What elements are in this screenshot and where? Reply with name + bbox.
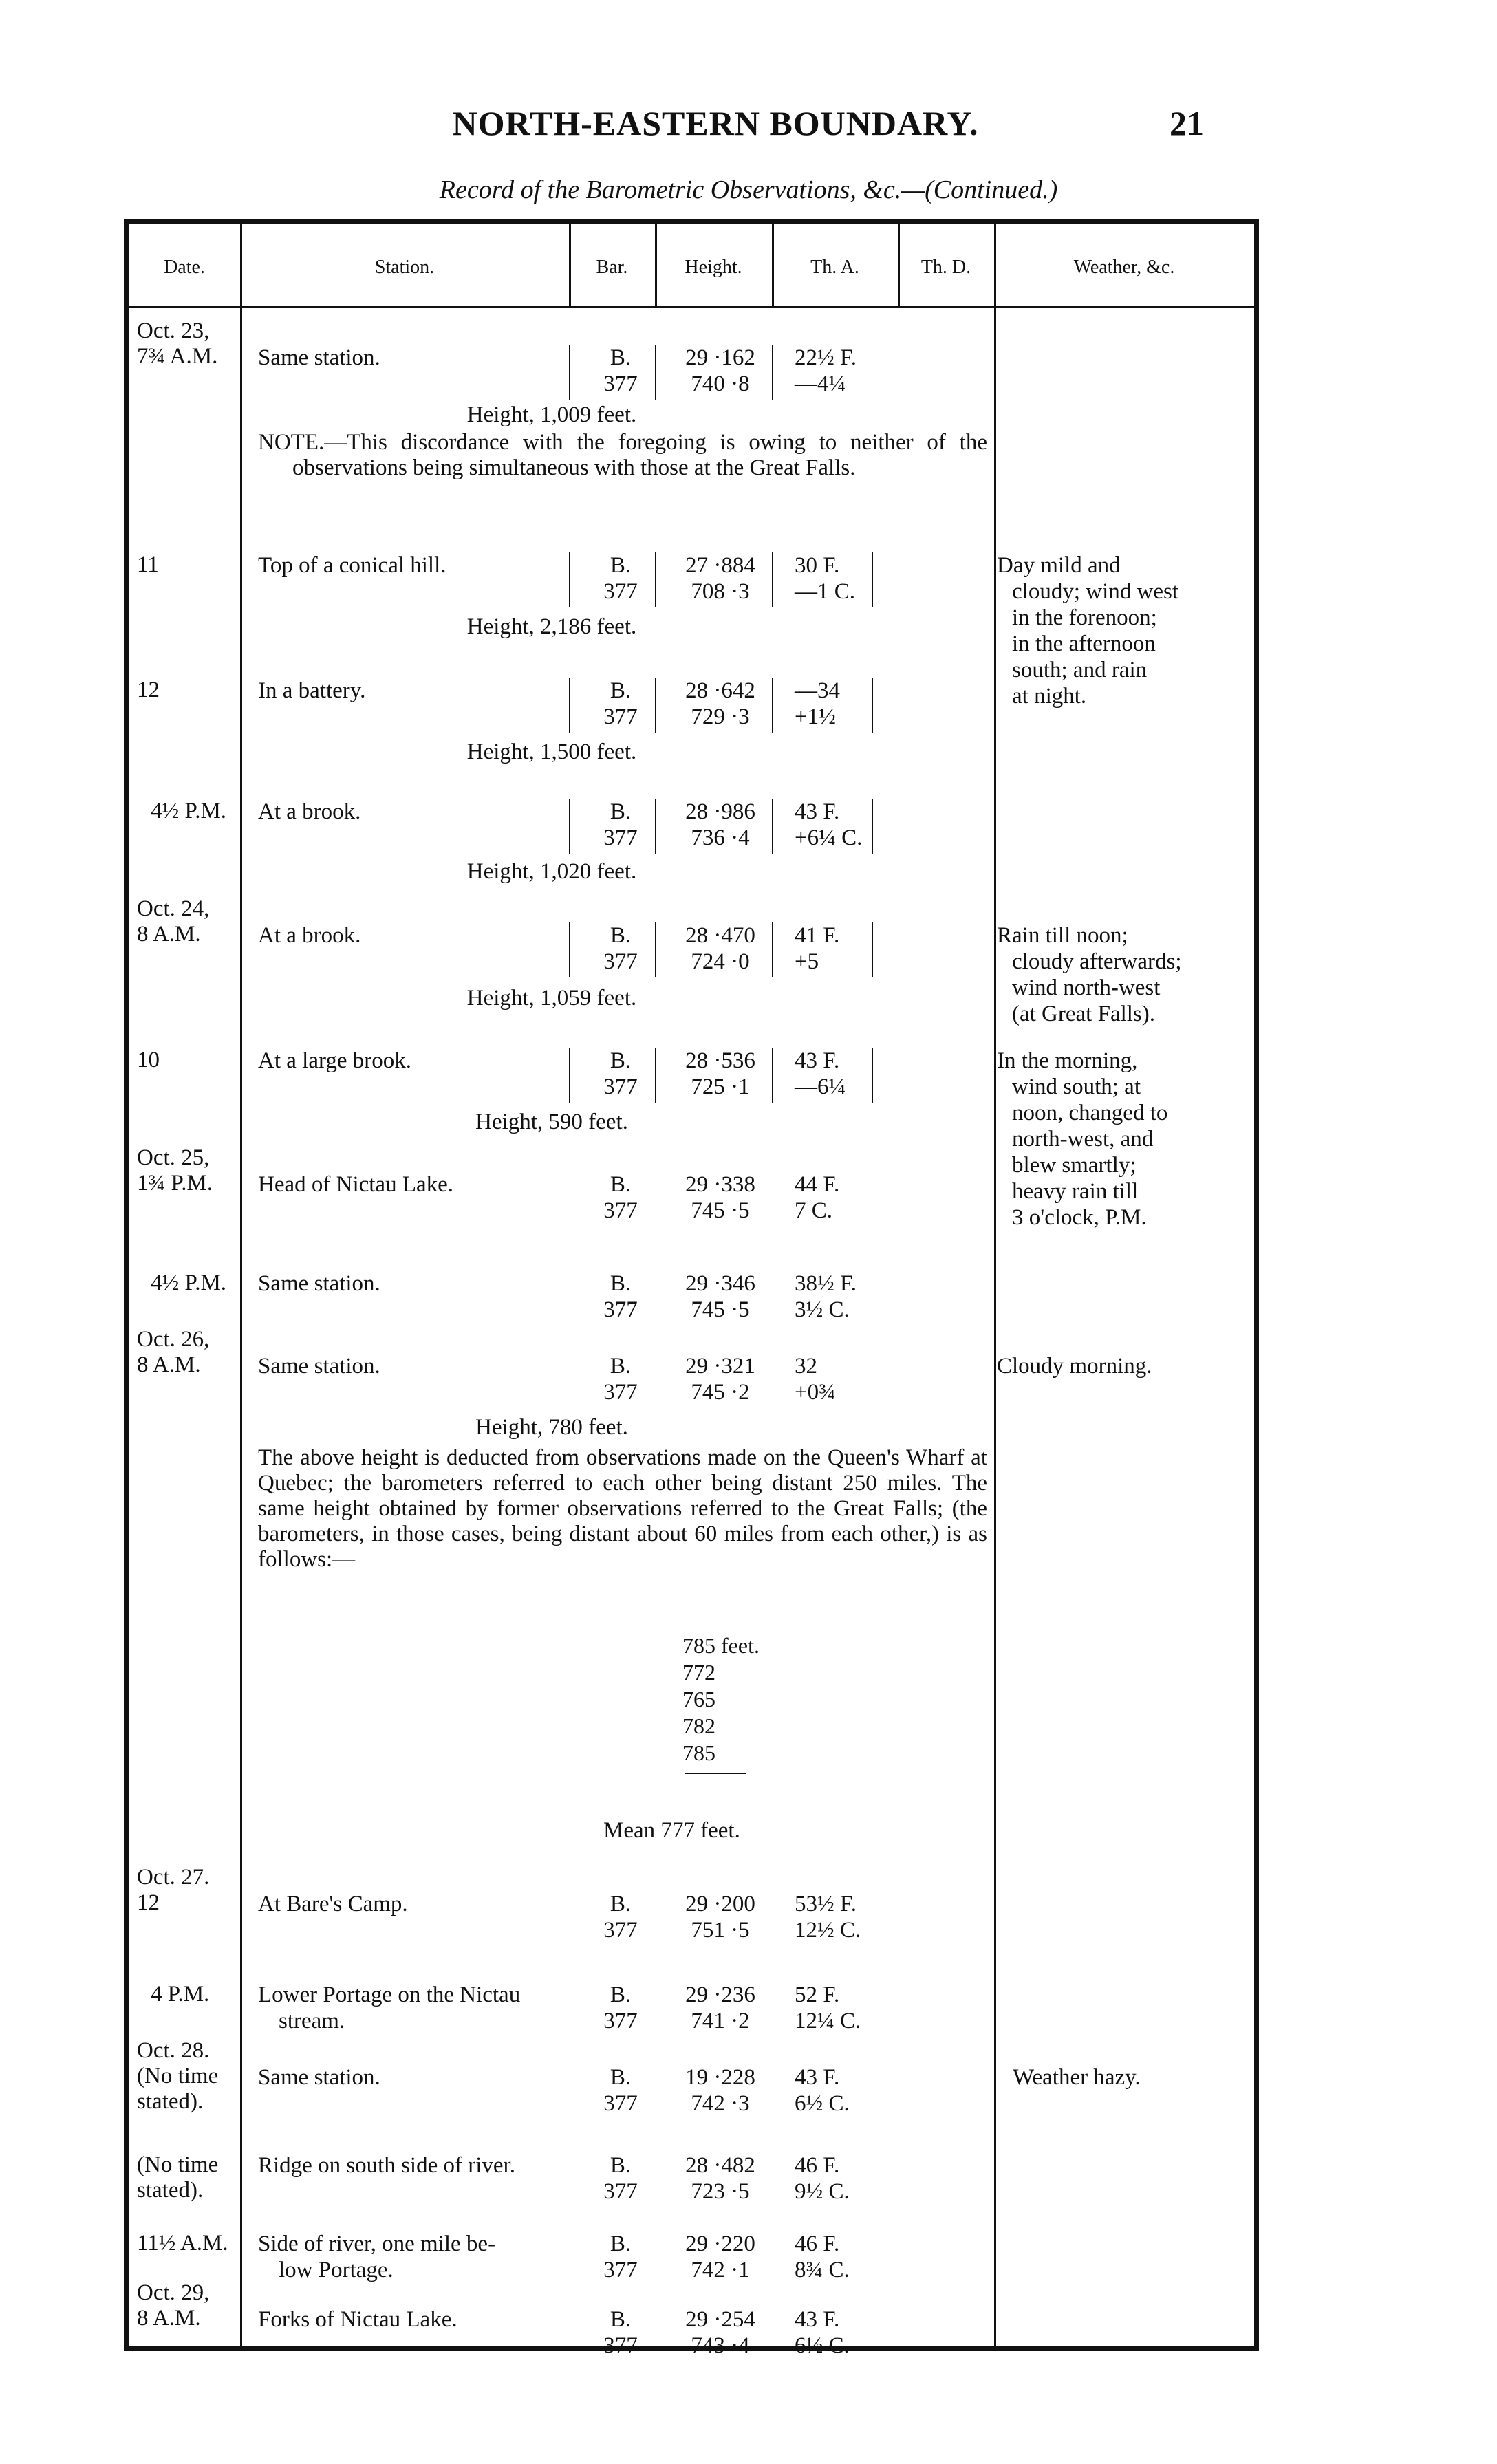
weather-cell: Weather hazy. — [1013, 2065, 1141, 2090]
bar-cell: 377 — [603, 949, 638, 974]
th-a-cell: 52 F. — [795, 1982, 840, 2007]
cell-rule — [772, 678, 773, 733]
height-cell: 28 ·642 — [685, 678, 755, 703]
height-cell: 29 ·338 — [685, 1172, 755, 1197]
height-cell: 745 ·2 — [691, 1380, 750, 1405]
date-cell: Oct. 24, — [137, 896, 210, 921]
date-cell: (No time — [137, 2152, 219, 2177]
date-cell: 7¾ A.M. — [137, 344, 218, 369]
bar-cell: B. — [610, 1354, 632, 1379]
date-cell: 4½ P.M. — [151, 799, 227, 823]
height-cell: 29 ·236 — [685, 1982, 755, 2007]
station-cell: Head of Nictau Lake. — [258, 1172, 454, 1197]
column-header-th-d: Th. D. — [920, 257, 971, 278]
heights-list — [682, 1632, 820, 1766]
bar-cell: 377 — [603, 1918, 638, 1943]
bar-cell: 377 — [603, 1074, 638, 1099]
column-header-station: Station. — [374, 257, 435, 278]
bar-cell: B. — [610, 553, 632, 578]
th-a-cell: 44 F. — [795, 1172, 840, 1197]
sum-rule — [685, 1773, 746, 1774]
th-a-cell: +1½ — [795, 704, 836, 729]
bar-cell: B. — [610, 2231, 632, 2256]
height-cell: 729 ·3 — [691, 704, 750, 729]
th-a-cell: 53½ F. — [795, 1892, 857, 1916]
cell-rule — [772, 1048, 773, 1103]
date-cell: Oct. 27. — [137, 1865, 210, 1890]
weather-cell: Day mild and cloudy; wind west in the forenoon; in the afternoon south; and rain at night. — [997, 553, 1178, 709]
height-result: Height, 1,009 feet. — [466, 402, 637, 427]
height-cell: 29 ·200 — [685, 1892, 755, 1916]
cell-rule — [655, 552, 656, 607]
height-cell: 741 ·2 — [691, 2009, 750, 2033]
height-cell: 724 ·0 — [691, 949, 750, 974]
height-result: Height, 1,059 feet. — [466, 986, 637, 1011]
th-a-cell: —1 C. — [795, 579, 856, 604]
cell-rule — [872, 678, 873, 733]
height-result: Height, 590 feet. — [475, 1110, 628, 1134]
bar-cell: 377 — [603, 579, 638, 604]
th-a-cell: 46 F. — [795, 2153, 840, 2178]
date-cell: 8 A.M. — [137, 1352, 201, 1377]
height-cell: 29 ·321 — [685, 1354, 755, 1379]
date-cell: 11½ A.M. — [137, 2231, 228, 2256]
cell-rule — [772, 922, 773, 977]
note-text: NOTE.—This discordance with the foregoing is owing to neither of the observations being simultaneous with those at the Great Falls. — [258, 430, 987, 480]
th-a-cell: +5 — [795, 949, 819, 974]
station-cell: At a large brook. — [258, 1048, 411, 1073]
cell-rule — [569, 345, 570, 400]
height-cell: 745 ·5 — [691, 1198, 750, 1223]
cell-rule — [772, 799, 773, 854]
running-title: NORTH-EASTERN BOUNDARY. — [452, 104, 979, 142]
bar-cell: B. — [610, 2153, 632, 2178]
list-item: 785 — [682, 1740, 715, 1765]
height-cell: 708 ·3 — [691, 579, 750, 604]
height-cell: 29 ·254 — [685, 2307, 755, 2332]
list-item: 765 — [682, 1687, 715, 1711]
height-cell: 29 ·220 — [685, 2231, 755, 2256]
station-cell: Same station. — [258, 2065, 380, 2090]
date-cell: (No time — [137, 2064, 219, 2088]
bar-cell: 377 — [603, 704, 638, 729]
height-cell: 736 ·4 — [691, 825, 750, 850]
th-a-cell: —4¼ — [795, 371, 846, 396]
date-cell: 12 — [137, 1890, 160, 1915]
bar-cell: 377 — [603, 1198, 638, 1223]
date-cell: 1¾ P.M. — [137, 1171, 213, 1196]
height-cell: 742 ·1 — [691, 2258, 750, 2282]
station-cell: Side of river, one mile be- low Portage. — [258, 2231, 496, 2282]
th-a-cell: +0¾ — [795, 1380, 836, 1405]
station-cell: In a battery. — [258, 678, 366, 703]
column-divider — [994, 224, 996, 2346]
date-cell: 11 — [137, 552, 159, 577]
weather-cell: Rain till noon; cloudy afterwards; wind north-west (at Great Falls). — [997, 923, 1182, 1026]
bar-cell: B. — [610, 799, 632, 824]
th-a-cell: 38½ F. — [795, 1271, 857, 1296]
date-cell: 8 A.M. — [137, 922, 201, 947]
header-rule — [129, 306, 1254, 308]
height-cell: 745 ·5 — [691, 1297, 750, 1322]
cell-rule — [655, 1048, 656, 1103]
th-a-cell: 12½ C. — [795, 1918, 861, 1943]
th-a-cell: 43 F. — [795, 799, 840, 824]
date-cell: 4 P.M. — [151, 1982, 210, 2007]
bar-cell: B. — [610, 2307, 632, 2332]
height-cell: 723 ·5 — [691, 2179, 750, 2204]
bar-cell: B. — [610, 2065, 632, 2090]
station-cell: Same station. — [258, 1354, 380, 1379]
height-cell: 743 ·4 — [691, 2333, 750, 2358]
bar-cell: B. — [610, 345, 632, 370]
th-a-cell: 7 C. — [795, 1198, 833, 1223]
list-item: 772 — [682, 1660, 715, 1685]
date-cell: Oct. 25, — [137, 1145, 210, 1170]
table-caption: Record of the Barometric Observations, &c.—(Continued.) — [439, 175, 1058, 204]
th-a-cell: 43 F. — [795, 2065, 840, 2090]
column-header-th-a: Th. A. — [810, 257, 859, 278]
date-cell: 12 — [137, 678, 160, 702]
bar-cell: B. — [610, 1271, 632, 1296]
cell-rule — [569, 552, 570, 607]
height-cell: 29 ·346 — [685, 1271, 755, 1296]
date-cell: 10 — [137, 1048, 160, 1072]
th-a-cell: —6¼ — [795, 1074, 846, 1099]
height-cell: 740 ·8 — [691, 371, 750, 396]
th-a-cell: 43 F. — [795, 2307, 840, 2332]
th-a-cell: 43 F. — [795, 1048, 840, 1073]
bar-cell: B. — [610, 678, 632, 703]
height-cell: 28 ·482 — [685, 2153, 755, 2178]
station-cell: At Bare's Camp. — [258, 1892, 408, 1916]
height-result: Height, 1,020 feet. — [466, 859, 637, 884]
height-cell: 29 ·162 — [685, 345, 755, 370]
cell-rule — [655, 678, 656, 733]
mean-height: Mean 777 feet. — [603, 1818, 740, 1843]
th-a-cell: 22½ F. — [795, 345, 857, 370]
station-cell: Forks of Nictau Lake. — [258, 2307, 457, 2332]
date-cell: Oct. 26, — [137, 1327, 210, 1352]
cell-rule — [872, 552, 873, 607]
date-cell: Oct. 29, — [137, 2280, 210, 2305]
th-a-cell: +6¼ C. — [795, 825, 863, 850]
station-cell: Ridge on south side of river. — [258, 2153, 515, 2178]
weather-cell: In the morning, wind south; at noon, changed to north-west, and blew smartly; heavy rain till 3 o'clock, P.M. — [997, 1048, 1168, 1230]
th-a-cell: 46 F. — [795, 2231, 840, 2256]
explanatory-paragraph: The above height is deducted from observations made on the Queen's Wharf at Quebec; the barometers referred to each other being distant 250 miles. The same height obtained by former observations referred to the Great Falls; (the barometers, in those cases, being distant about 60 miles from each other,) is as follows:— — [258, 1445, 987, 1572]
height-cell: 19 ·228 — [685, 2065, 755, 2090]
height-result: Height, 1,500 feet. — [466, 739, 637, 764]
height-cell: 725 ·1 — [691, 1074, 750, 1099]
cell-rule — [569, 678, 570, 733]
date-cell: 8 A.M. — [137, 2306, 201, 2331]
bar-cell: 377 — [603, 371, 638, 396]
bar-cell: 377 — [603, 2333, 638, 2358]
bar-cell: 377 — [603, 2009, 638, 2033]
bar-cell: B. — [610, 1982, 632, 2007]
cell-rule — [655, 799, 656, 854]
th-a-cell: 9½ C. — [795, 2179, 850, 2204]
th-a-cell: 8¾ C. — [795, 2258, 850, 2282]
list-item: 782 — [682, 1714, 715, 1738]
column-header-height: Height. — [685, 257, 742, 278]
column-header-weather: Weather, &c. — [1073, 257, 1175, 278]
cell-rule — [655, 922, 656, 977]
bar-cell: 377 — [603, 2179, 638, 2204]
date-cell: stated). — [137, 2089, 204, 2114]
bar-cell: 377 — [603, 2091, 638, 2116]
height-cell: 28 ·986 — [685, 799, 755, 824]
date-cell: stated). — [137, 2178, 204, 2203]
column-header-bar: Bar. — [596, 257, 628, 278]
bar-cell: B. — [610, 1048, 632, 1073]
th-a-cell: 6½ C. — [795, 2091, 850, 2116]
th-a-cell: 3½ C. — [795, 1297, 850, 1322]
height-cell: 28 ·470 — [685, 923, 755, 948]
height-cell: 27 ·884 — [685, 553, 755, 578]
station-cell: At a brook. — [258, 923, 361, 948]
th-a-cell: 12¼ C. — [795, 2009, 861, 2033]
th-a-cell: 41 F. — [795, 923, 840, 948]
bar-cell: B. — [610, 1892, 632, 1916]
th-a-cell: 30 F. — [795, 553, 840, 578]
height-result: Height, 780 feet. — [475, 1415, 628, 1440]
date-cell: Oct. 23, — [137, 318, 210, 343]
bar-cell: 377 — [603, 1380, 638, 1405]
cell-rule — [772, 345, 773, 400]
bar-cell: 377 — [603, 1297, 638, 1322]
column-header-date: Date. — [164, 257, 205, 278]
weather-cell: Cloudy morning. — [997, 1354, 1152, 1379]
bar-cell: 377 — [603, 2258, 638, 2282]
cell-rule — [569, 922, 570, 977]
station-cell: Lower Portage on the Nictau stream. — [258, 1982, 521, 2033]
cell-rule — [569, 799, 570, 854]
page-header — [0, 103, 1497, 151]
station-cell: Top of a conical hill. — [258, 553, 446, 578]
date-cell: Oct. 28. — [137, 2038, 210, 2063]
bar-cell: 377 — [603, 825, 638, 850]
th-a-cell: 6½ C. — [795, 2333, 850, 2358]
station-cell: Same station. — [258, 345, 380, 370]
cell-rule — [872, 799, 873, 854]
th-a-cell: —34 — [795, 678, 840, 703]
date-cell: 4½ P.M. — [151, 1271, 227, 1295]
height-cell: 751 ·5 — [691, 1918, 750, 1943]
cell-rule — [872, 1048, 873, 1103]
height-cell: 28 ·536 — [685, 1048, 755, 1073]
page-number: 21 — [1170, 104, 1204, 142]
list-item: 785 feet. — [682, 1633, 760, 1658]
cell-rule — [569, 1048, 570, 1103]
cell-rule — [872, 922, 873, 977]
bar-cell: B. — [610, 1172, 632, 1197]
height-result: Height, 2,186 feet. — [466, 614, 637, 639]
cell-rule — [655, 345, 656, 400]
cell-rule — [772, 552, 773, 607]
height-cell: 742 ·3 — [691, 2091, 750, 2116]
station-cell: Same station. — [258, 1271, 380, 1296]
station-cell: At a brook. — [258, 799, 361, 824]
bar-cell: B. — [610, 923, 632, 948]
observation-table — [124, 219, 1259, 2358]
th-a-cell: 32 — [795, 1354, 817, 1379]
